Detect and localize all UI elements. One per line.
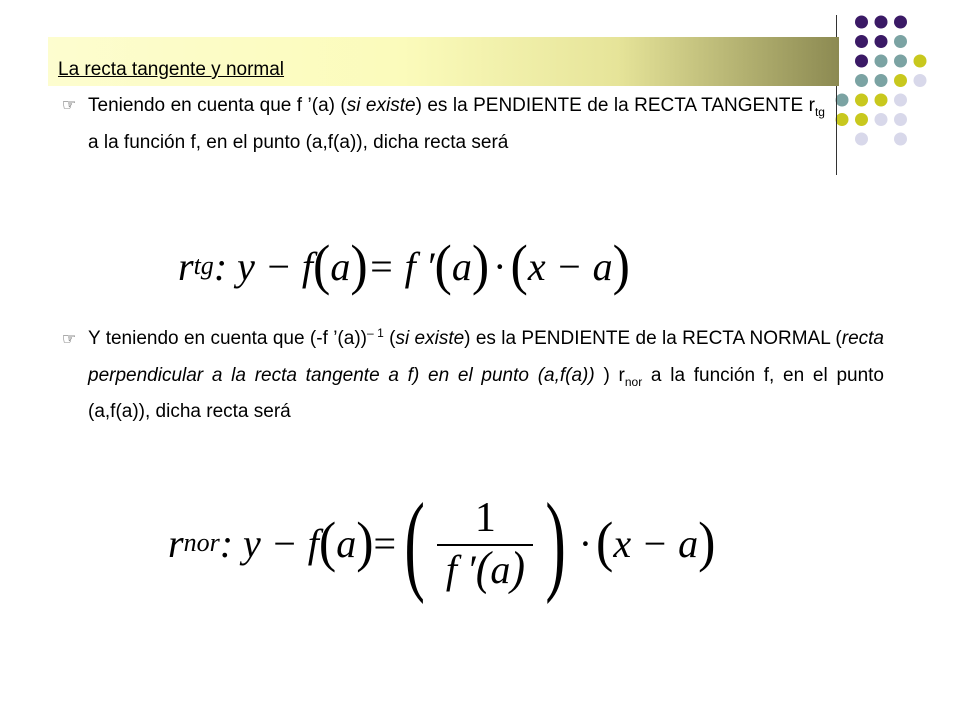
f1-xma: x − a [527,243,613,289]
decorative-dot [894,16,907,29]
f1-paren-open-2: ( [434,234,452,297]
formula-normal: r nor : y − f ( a ) = ( $\frac{1}{f '(a)}$ ) · ( x − a ) [168,481,716,605]
f1-a1: a [330,243,351,289]
decorative-dot [855,16,868,29]
f2-bigparen-open: ( [404,481,426,605]
decorative-dot [855,113,868,126]
hand-pointing-icon: ☞ [61,95,77,114]
decorative-dot [836,113,849,126]
p1-subscript: tg [814,105,825,119]
p2-superscript: – 1 [366,326,384,340]
f2-body: : y − f [219,520,319,566]
p1-text-1: Teniendo en cuenta que f ’(a) ( [88,95,347,116]
p1-italic: si existe [346,95,416,116]
decorative-dot [894,133,907,146]
f2-den-a: a [490,546,511,592]
f2-dot: · [578,520,593,566]
p2-text-3: ) es la PENDIENTE de la RECTA NORMAL ( [464,328,842,349]
decorative-dot [894,55,907,68]
f2-paren-close: ) [356,511,374,574]
f2-numerator: 1 [474,494,496,541]
decorative-dot [875,35,888,48]
decorative-dot [914,55,927,68]
decorative-dot [875,94,888,107]
f2-den-f: f ′ [445,546,476,592]
decorative-dot [914,74,927,87]
decorative-dot [894,94,907,107]
f2-xma: x − a [613,520,699,566]
f1-eq: = f ′ [367,243,435,289]
hand-pointing-icon: ☞ [61,329,77,348]
decorative-dot [855,94,868,107]
f1-paren-open-3: ( [510,234,528,297]
f1-paren-close-2: ) [471,234,490,297]
decorative-dot [894,113,907,126]
p2-text-2: ( [383,328,396,349]
p2-italic-2: recta perpendicular a la recta tangente a f) en el punto (a,f(a)) [88,328,884,386]
decorative-dot [875,74,888,87]
decorative-dot [855,35,868,48]
decorative-dot [855,74,868,87]
decorative-dot [855,133,868,146]
f1-paren-close: ) [350,234,368,297]
f2-paren-open: ( [318,511,337,574]
decorative-dot [855,55,868,68]
p2-text-5: a la función f, en el punto (a,f(a)), dicha recta será [88,364,884,422]
p2-subscript: nor [624,374,643,389]
f2-den-paren-close: ) [510,541,525,595]
paragraph-normal [88,321,884,431]
f1-r: r [178,243,194,289]
p2-text-1: Y teniendo en cuenta que (-f ’(a)) [88,328,367,349]
f2-bigparen-close: ) [545,481,567,605]
p1-text-2: ) es la PENDIENTE de la RECTA TANGENTE r [415,95,815,116]
f1-body: : y − f [213,243,313,289]
f2-fraction [437,494,533,593]
f2-r: r [168,520,184,566]
f1-a2: a [451,243,472,289]
f2-a1: a [336,520,357,566]
f1-paren-open: ( [313,234,331,297]
decorative-dot [875,16,888,29]
decorative-dot [875,55,888,68]
f2-denominator [445,541,525,595]
f2-den-paren-open: ( [475,541,491,595]
decorative-dot [894,74,907,87]
f2-paren-close-3: ) [698,511,716,574]
decorative-dot [836,94,849,107]
paragraph-tangent [88,88,825,161]
p2-text-4: ) r [594,364,625,386]
f2-eq: = [373,520,397,566]
decorative-dot [894,35,907,48]
f1-paren-close-3: ) [612,234,630,297]
p1-text-3: a la función f, en el punto (a,f(a)), dicha recta será [88,131,509,153]
f2-paren-open-3: ( [596,511,614,574]
title-bar [48,37,839,86]
decorative-dot [875,113,888,126]
slide-title: La recta tangente y normal [58,59,285,80]
p2-italic-1: si existe [395,328,465,349]
f1-dot: · [493,243,507,289]
formula-tangent: r tg : y − f ( a ) = f ′ ( a ) · ( x − a ) [178,234,630,297]
